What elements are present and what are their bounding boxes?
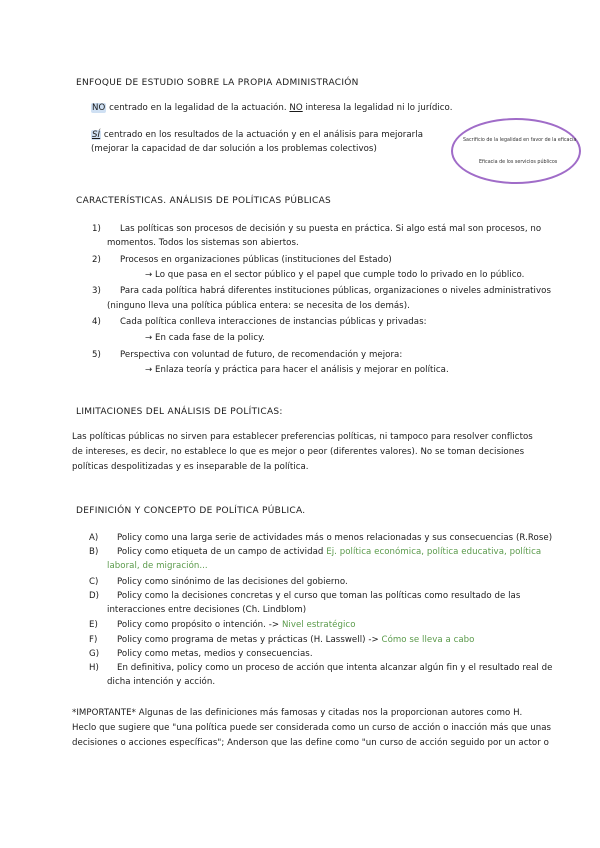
importante-line-2: Heclo que sugiere que "una política puede ser considerada como un curso de acción o inacción más que unas xyxy=(72,723,552,733)
def-text: Policy como la decisiones concretas y el curso que toman las políticas como resultado de las xyxy=(117,591,521,601)
def-c xyxy=(89,576,348,589)
handwritten-note-oval xyxy=(451,118,581,184)
def-letter: H) xyxy=(89,663,99,673)
caract-1-line-2: momentos. Todos los sistemas son abiertos. xyxy=(107,238,299,248)
caract-2-line-2: → Lo que pasa en el sector público y el papel que cumple todo lo privado en lo público. xyxy=(145,270,525,280)
heading-caracteristicas: CARACTERÍSTICAS. ANÁLISIS DE POLÍTICAS PÚBLICAS xyxy=(76,196,332,206)
heading-enfoque: ENFOQUE DE ESTUDIO SOBRE LA PROPIA ADMINISTRACIÓN xyxy=(76,78,359,88)
def-h-line-2: dicha intención y acción. xyxy=(107,677,216,687)
def-text: En definitiva, policy como un proceso de acción que intenta alcanzar algún fin y el resultado real de xyxy=(117,663,553,673)
item-text: Cada política conlleva interacciones de instancias públicas y privadas: xyxy=(120,317,427,327)
def-g xyxy=(89,648,313,661)
def-text: Policy como metas, medios y consecuencias. xyxy=(117,649,313,659)
def-text: Policy como propósito o intención. -> xyxy=(117,620,282,630)
caract-3-line-1 xyxy=(92,285,551,298)
def-b-line-1 xyxy=(89,546,541,559)
caract-4-line-1 xyxy=(92,316,427,329)
heading-definicion: DEFINICIÓN Y CONCEPTO DE POLÍTICA PÚBLICA. xyxy=(76,506,306,516)
def-letter: G) xyxy=(89,649,100,659)
item-text: Las políticas son procesos de decisión y su puesta en práctica. Si algo está mal son procesos, no xyxy=(120,224,542,234)
def-h-line-1 xyxy=(89,662,552,675)
def-letter: D) xyxy=(89,591,100,601)
item-text: Perspectiva con voluntad de futuro, de recomendación y mejora: xyxy=(120,350,403,360)
item-number: 5) xyxy=(92,350,101,360)
limit-line-2: de intereses, es decir, no establece lo que es mejor o peor (diferentes valores). No se toman decisiones xyxy=(72,447,525,457)
def-example: Ej. política económica, política educativa, política xyxy=(326,547,542,557)
item-number: 3) xyxy=(92,286,101,296)
def-note: Nivel estratégico xyxy=(281,620,356,630)
def-note: Cómo se lleva a cabo xyxy=(381,635,475,645)
heading-limitaciones: LIMITACIONES DEL ANÁLISIS DE POLÍTICAS: xyxy=(76,407,283,417)
def-letter: B) xyxy=(89,547,99,557)
def-text: Policy como programa de metas y prácticas (H. Lasswell) -> xyxy=(117,635,382,645)
def-letter: F) xyxy=(89,635,98,645)
no-line xyxy=(91,102,453,115)
note-line-2: Eficacia de los servicios públicos xyxy=(479,160,558,165)
no-mark-2: NO xyxy=(289,103,303,113)
def-letter: A) xyxy=(89,533,99,543)
def-text: Policy como etiqueta de un campo de actividad xyxy=(117,547,327,557)
limit-line-3: políticas despolitizadas y es inseparable de la política. xyxy=(72,462,309,472)
def-b-line-2: laboral, de migración... xyxy=(107,561,208,571)
caract-5-line-1 xyxy=(92,349,402,362)
no-text-b: interesa la legalidad ni lo jurídico. xyxy=(302,103,453,113)
item-text: Para cada política habrá diferentes instituciones públicas, organizaciones o niveles administrativos xyxy=(120,286,551,296)
si-line-2: (mejorar la capacidad de dar solución a los problemas colectivos) xyxy=(91,144,377,154)
si-mark: SÍ xyxy=(92,130,101,140)
caract-5-line-2: → Enlaza teoría y práctica para hacer el análisis y mejorar en política. xyxy=(145,365,449,375)
item-number: 4) xyxy=(92,317,101,327)
no-mark: NO xyxy=(92,103,106,113)
importante-line-1: *IMPORTANTE* Algunas de las definiciones más famosas y citadas nos la proporcionan autores como H. xyxy=(72,708,523,718)
def-e xyxy=(89,619,356,632)
item-text: Procesos en organizaciones públicas (instituciones del Estado) xyxy=(120,255,392,265)
def-letter: C) xyxy=(89,577,99,587)
def-text: Policy como sinónimo de las decisiones del gobierno. xyxy=(117,577,348,587)
limit-line-1: Las políticas públicas no sirven para establecer preferencias políticas, ni tampoco para resolver conflictos xyxy=(72,432,533,442)
note-line-1: Sacrificio de la legalidad en favor de la eficacia xyxy=(463,138,577,143)
caract-4-line-2: → En cada fase de la policy. xyxy=(145,333,265,343)
item-number: 2) xyxy=(92,255,101,265)
si-line-1 xyxy=(91,129,423,142)
importante-line-3: decisiones o acciones específicas"; Anderson que las define como "un curso de acción seguido por un actor o xyxy=(72,738,549,748)
def-d-line-2: interacciones entre decisiones (Ch. Lindblom) xyxy=(107,605,307,615)
caract-3-line-2: (ninguno lleva una política pública entera: se necesita de los demás). xyxy=(107,301,410,311)
def-d-line-1 xyxy=(89,590,520,603)
def-f xyxy=(89,634,474,647)
def-a xyxy=(89,532,552,545)
def-letter: E) xyxy=(89,620,98,630)
si-text-1: centrado en los resultados de la actuación y en el análisis para mejorarla xyxy=(101,130,424,140)
no-text-a: centrado en la legalidad de la actuación. xyxy=(106,103,290,113)
item-number: 1) xyxy=(92,224,101,234)
caract-1-line-1 xyxy=(92,223,541,236)
def-text: Policy como una larga serie de actividades más o menos relacionadas y sus consecuencias (R.Rose) xyxy=(117,533,553,543)
caract-2-line-1 xyxy=(92,254,392,267)
